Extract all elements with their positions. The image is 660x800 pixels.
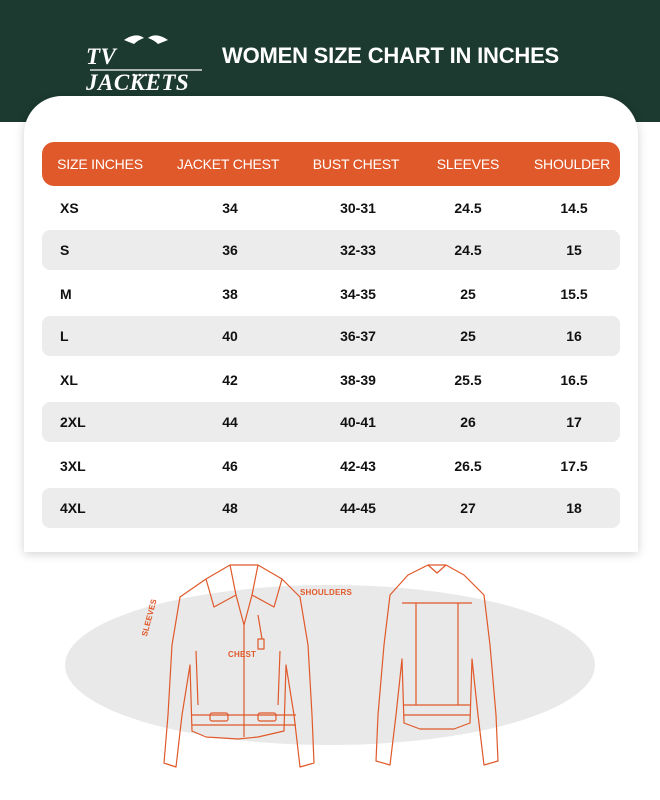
brand-logo[interactable] xyxy=(84,30,208,95)
cell-sleeves: 27 xyxy=(460,500,476,516)
cell-jacket-chest: 46 xyxy=(222,458,238,474)
cell-jacket-chest: 40 xyxy=(222,328,238,344)
cell-sleeves: 24.5 xyxy=(454,242,482,258)
cell-sleeves: 25.5 xyxy=(454,372,482,388)
column-header-sleeves: SLEEVES xyxy=(436,156,500,172)
cell-jacket-chest: 42 xyxy=(222,372,238,388)
table-row xyxy=(42,188,620,228)
cell-shoulder: 15 xyxy=(566,242,582,258)
column-header-bust-chest: BUST CHEST xyxy=(312,156,400,172)
cell-shoulder: 16.5 xyxy=(560,372,588,388)
cell-bust-chest: 40-41 xyxy=(340,414,376,430)
cell-shoulder: 17.5 xyxy=(560,458,588,474)
cell-shoulder: 16 xyxy=(566,328,582,344)
cell-size: M xyxy=(60,286,72,302)
table-row xyxy=(42,316,620,356)
column-header-shoulder: SHOULDER xyxy=(533,156,611,172)
cell-bust-chest: 34-35 xyxy=(340,286,376,302)
table-header xyxy=(42,142,620,186)
logo-text: TV JACKETS xyxy=(86,44,190,95)
cell-shoulder: 14.5 xyxy=(560,200,588,216)
cell-jacket-chest: 36 xyxy=(222,242,238,258)
cell-size: L xyxy=(60,328,69,344)
table-row xyxy=(42,360,620,400)
page-title: WOMEN SIZE CHART IN INCHES xyxy=(222,43,560,68)
column-header-jacket-chest: JACKET CHEST xyxy=(176,156,280,172)
cell-jacket-chest: 34 xyxy=(222,200,238,216)
cell-size: 4XL xyxy=(60,500,86,516)
table-row xyxy=(42,230,620,270)
cell-sleeves: 25 xyxy=(460,286,476,302)
cell-jacket-chest: 48 xyxy=(222,500,238,516)
cell-shoulder: 17 xyxy=(566,414,582,430)
table-row xyxy=(42,274,620,314)
label-shoulders: SHOULDERS xyxy=(300,588,353,597)
label-chest: CHEST xyxy=(228,650,257,659)
cell-bust-chest: 44-45 xyxy=(340,500,376,516)
cell-bust-chest: 30-31 xyxy=(340,200,376,216)
cell-bust-chest: 42-43 xyxy=(340,458,376,474)
cell-sleeves: 26.5 xyxy=(454,458,482,474)
table-row xyxy=(42,402,620,442)
cell-bust-chest: 36-37 xyxy=(340,328,376,344)
cell-sleeves: 26 xyxy=(460,414,476,430)
label-sleeves: SLEEVES xyxy=(140,597,159,638)
column-header-size: SIZE INCHES xyxy=(57,156,143,172)
cell-size: XS xyxy=(60,200,79,216)
jacket-illustration xyxy=(0,555,660,800)
cell-shoulder: 15.5 xyxy=(560,286,588,302)
cell-shoulder: 18 xyxy=(566,500,582,516)
cell-bust-chest: 32-33 xyxy=(340,242,376,258)
cell-size: 2XL xyxy=(60,414,86,430)
cell-jacket-chest: 38 xyxy=(222,286,238,302)
cell-sleeves: 25 xyxy=(460,328,476,344)
table-row xyxy=(42,446,620,486)
cell-sleeves: 24.5 xyxy=(454,200,482,216)
cell-size: S xyxy=(60,242,70,258)
cell-bust-chest: 38-39 xyxy=(340,372,376,388)
table-row xyxy=(42,488,620,528)
cell-size: XL xyxy=(60,372,78,388)
cell-jacket-chest: 44 xyxy=(222,414,238,430)
cell-size: 3XL xyxy=(60,458,86,474)
